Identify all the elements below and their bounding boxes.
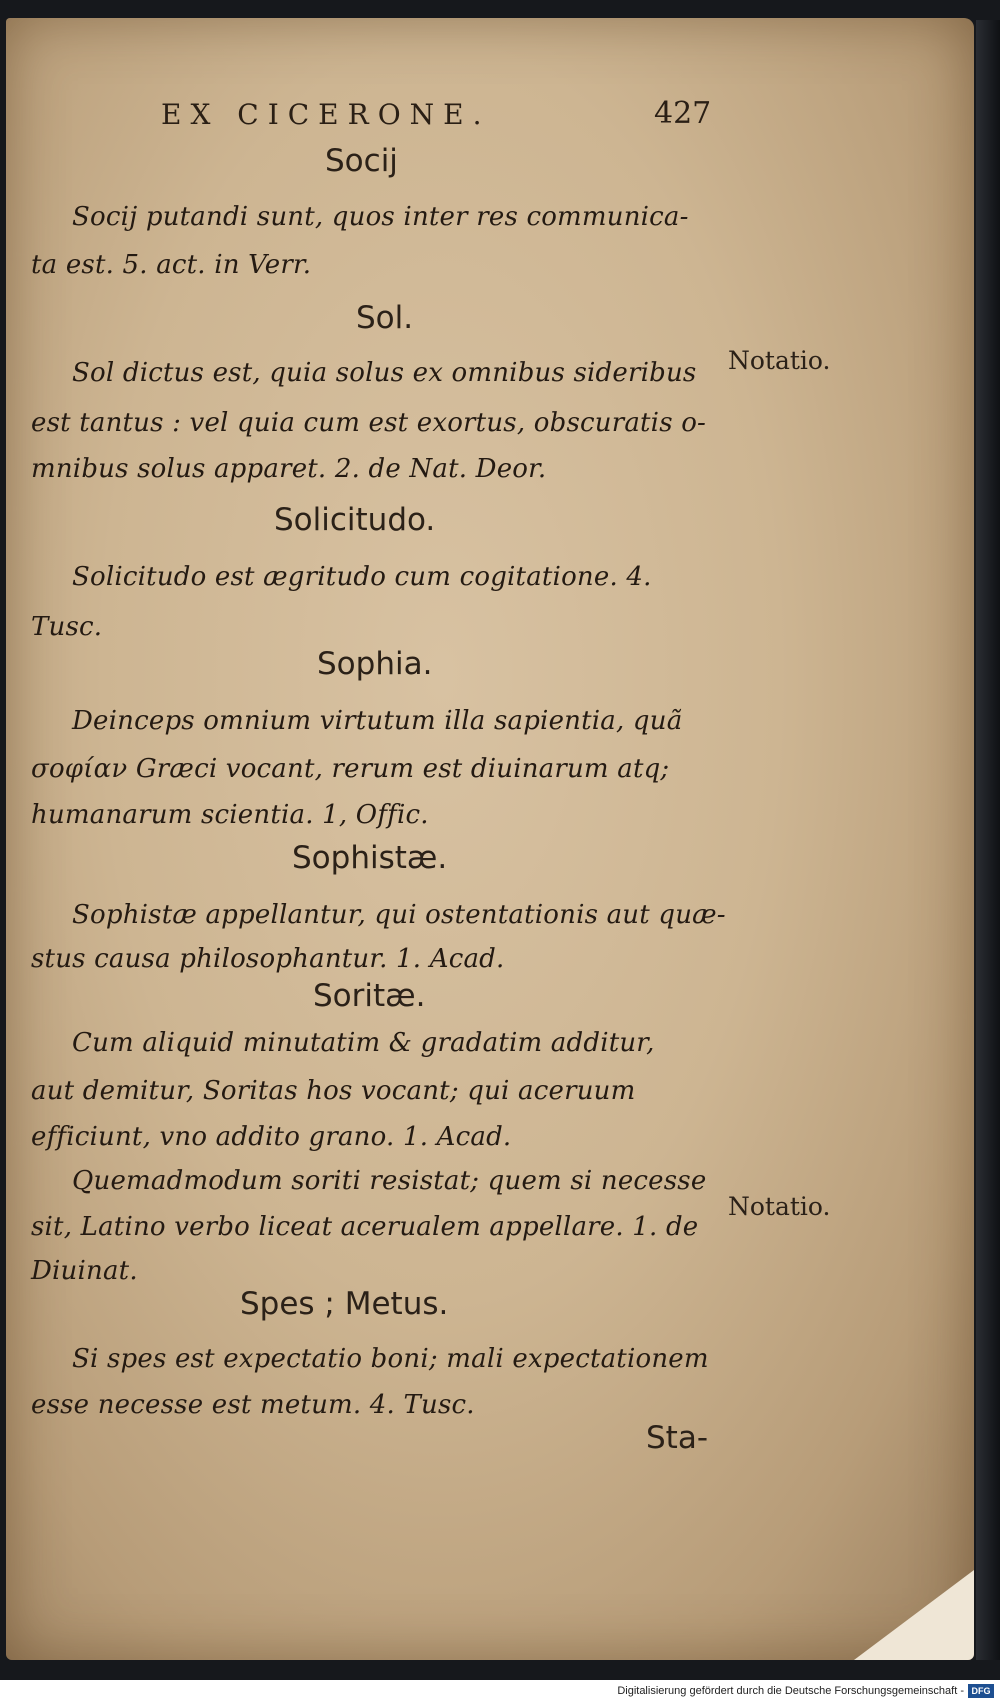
dfg-logo: DFG: [968, 1684, 994, 1698]
text-line: efficiunt, vno addito grano. 1. Acad.: [31, 1122, 512, 1152]
text-line: esse necesse est metum. 4. Tusc.: [31, 1390, 475, 1420]
text-line: Socij putandi sunt, quos inter res communica-: [72, 202, 689, 232]
text-line: mnibus solus apparet. 2. de Nat. Deor.: [31, 454, 547, 484]
text-line: Quemadmodum soriti resistat; quem si necesse: [72, 1166, 707, 1196]
text-line: Sophistæ appellantur, qui ostentationis aut quæ-: [72, 900, 726, 930]
text-line: humanarum scientia. 1, Offic.: [31, 800, 429, 830]
text-line: stus causa philosophantur. 1. Acad.: [31, 944, 505, 974]
headword-soritae: Soritæ.: [313, 978, 426, 1014]
text-line: σοφίαν Græci vocant, rerum est diuinarum atq;: [31, 754, 670, 784]
headword-sophia: Sophia.: [317, 646, 433, 682]
text-line: Sol dictus est, quia solus ex omnibus sideribus: [72, 358, 697, 388]
margin-note: Notatio.: [728, 1192, 831, 1221]
text-line: Tusc.: [31, 612, 103, 642]
headword-solicitudo: Solicitudo.: [274, 502, 436, 538]
text-line: Cum aliquid minutatim & gradatim additur,: [72, 1028, 655, 1058]
text-line: Solicitudo est ægritudo cum cogitatione. 4.: [72, 562, 652, 592]
headword-sol: Sol.: [356, 300, 414, 336]
headword-socij: Socij: [325, 143, 398, 179]
text-line: Deinceps omnium virtutum illa sapientia, quã: [72, 706, 683, 736]
headword-sophistae: Sophistæ.: [292, 840, 448, 876]
footer-credit: Digitalisierung gefördert durch die Deutsche Forschungsgemeinschaft -: [617, 1685, 964, 1697]
text-line: aut demitur, Soritas hos vocant; qui aceruum: [31, 1076, 636, 1106]
headword-spes-metus: Spes ; Metus.: [240, 1286, 449, 1322]
running-title: EX CICERONE.: [161, 98, 491, 131]
book-spine: [976, 20, 1000, 1660]
text-line: sit, Latino verbo liceat acerualem appellare. 1. de: [31, 1212, 699, 1242]
text-line: Si spes est expectatio boni; mali expectationem: [72, 1344, 709, 1374]
text-line: est tantus : vel quia cum est exortus, obscuratis o-: [31, 408, 707, 438]
folded-corner: [854, 1570, 974, 1660]
text-line: ta est. 5. act. in Verr.: [31, 250, 312, 280]
page-number: 427: [654, 96, 712, 131]
text-line: Diuinat.: [31, 1256, 138, 1286]
margin-note: Notatio.: [728, 346, 831, 375]
book-page: [6, 18, 974, 1660]
catchword: Sta-: [646, 1420, 709, 1456]
